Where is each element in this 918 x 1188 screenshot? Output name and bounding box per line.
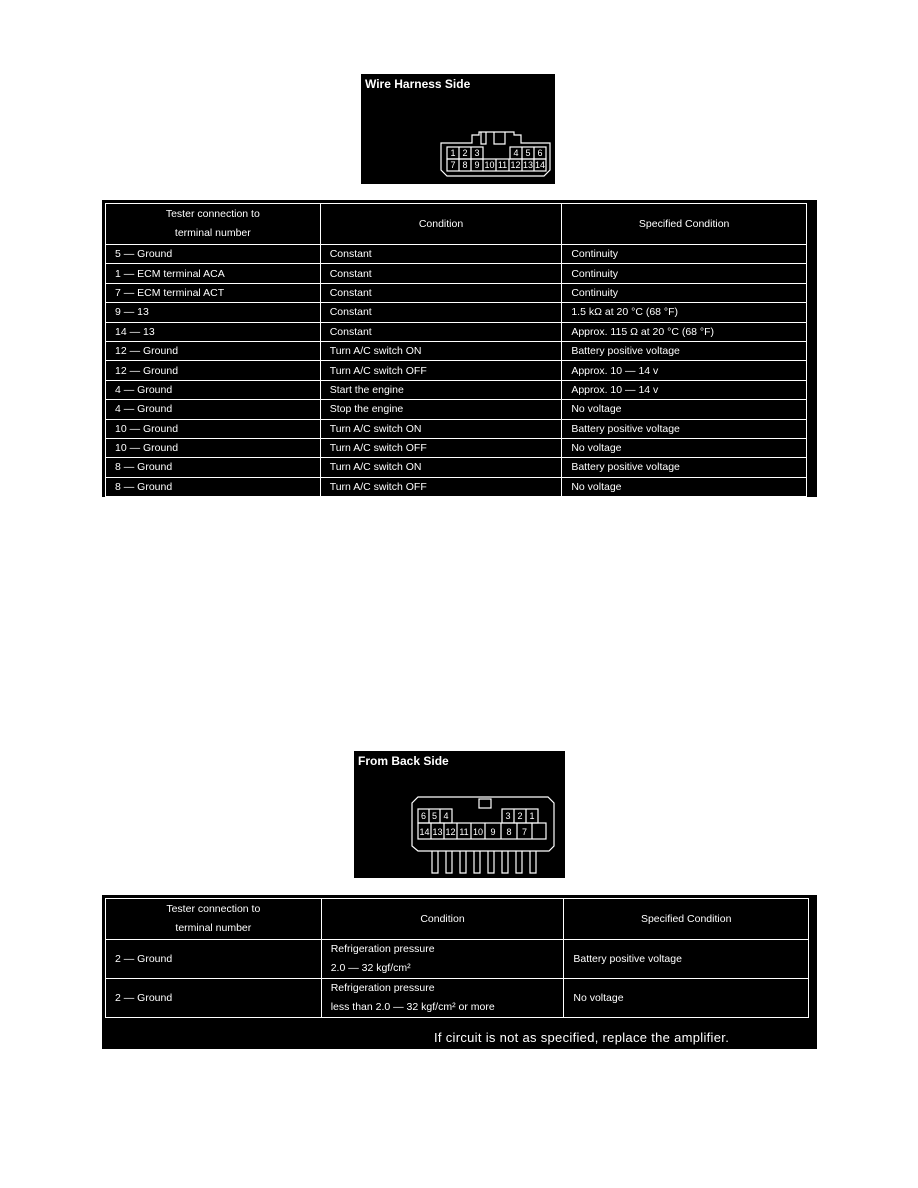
cell-condition: Turn A/C switch ON [320, 341, 562, 360]
pin-label: 5 [431, 811, 438, 821]
cell-connection: 4 — Ground [106, 400, 321, 419]
cell-condition: Constant [320, 264, 562, 283]
cell-specified: Continuity [562, 283, 807, 302]
table-row [106, 940, 809, 979]
cell-specified: Battery positive voltage [562, 419, 807, 438]
cell-condition: Turn A/C switch ON [320, 458, 562, 477]
cell-condition: Constant [320, 322, 562, 341]
cell-condition: Stop the engine [320, 400, 562, 419]
table-row [106, 979, 809, 1018]
cell-connection: 8 — Ground [106, 458, 321, 477]
pin-label: 9 [474, 160, 480, 170]
cell-condition: Turn A/C switch OFF [320, 477, 562, 496]
pin-label: 2 [462, 148, 468, 158]
cell-connection: 1 — ECM terminal ACA [106, 264, 321, 283]
cell-condition: Turn A/C switch ON [320, 419, 562, 438]
cell-specified: Approx. 10 — 14 v [562, 380, 807, 399]
pin-label: 8 [462, 160, 468, 170]
table-row [106, 458, 807, 477]
cell-specified: No voltage [562, 477, 807, 496]
pin-label: 8 [506, 827, 512, 837]
cell-connection: 14 — 13 [106, 322, 321, 341]
wire-harness-diagram [361, 74, 555, 184]
pin-label: 11 [497, 160, 508, 170]
cell-condition: Constant [320, 245, 562, 264]
cell-connection: 2 — Ground [106, 940, 322, 979]
table-row [106, 303, 807, 322]
pin-label: 12 [445, 827, 456, 837]
pin-label: 14 [419, 827, 430, 837]
cell-specified: Continuity [562, 245, 807, 264]
cell-connection: 2 — Ground [106, 979, 322, 1018]
table-row [106, 245, 807, 264]
table-row [106, 438, 807, 457]
pin-label: 9 [490, 827, 496, 837]
header-tester-connection: Tester connection to terminal number [106, 899, 322, 940]
cell-specified: No voltage [562, 438, 807, 457]
pin-label: 6 [537, 148, 543, 158]
cell-specified: Approx. 115 Ω at 20 °C (68 °F) [562, 322, 807, 341]
cell-condition: Constant [320, 283, 562, 302]
pin-label: 3 [505, 811, 511, 821]
cell-connection: 4 — Ground [106, 380, 321, 399]
table-row [106, 380, 807, 399]
table-row [106, 264, 807, 283]
cell-condition: Refrigeration pressure 2.0 — 32 kgf/cm² [321, 940, 564, 979]
cell-specified: Battery positive voltage [562, 458, 807, 477]
cell-specified: No voltage [564, 979, 809, 1018]
cell-condition: Start the engine [320, 380, 562, 399]
cell-specified: 1.5 kΩ at 20 °C (68 °F) [562, 303, 807, 322]
cell-specified: Battery positive voltage [562, 341, 807, 360]
pin-label: 6 [420, 811, 427, 821]
pin-label: 13 [522, 160, 534, 170]
diagram-title: From Back Side [358, 754, 449, 768]
pin-label: 10 [484, 160, 495, 170]
cell-specified: Continuity [562, 264, 807, 283]
table-row [106, 283, 807, 302]
header-specified-condition: Specified Condition [564, 899, 809, 940]
diagram-title: Wire Harness Side [365, 77, 471, 91]
pin-label: 7 [450, 160, 456, 170]
cell-connection: 10 — Ground [106, 438, 321, 457]
cell-condition: Refrigeration pressure less than 2.0 — 32 kgf/cm² or more [321, 979, 564, 1018]
header-tester-connection: Tester connection to terminal number [106, 204, 321, 245]
header-condition: Condition [321, 899, 564, 940]
cell-connection: 9 — 13 [106, 303, 321, 322]
pin-label: 10 [472, 827, 484, 837]
cell-connection: 12 — Ground [106, 361, 321, 380]
connector-icon [354, 751, 565, 878]
cell-specified: No voltage [562, 400, 807, 419]
table-row [106, 322, 807, 341]
header-condition: Condition [320, 204, 562, 245]
header-specified-condition: Specified Condition [562, 204, 807, 245]
cell-condition: Constant [320, 303, 562, 322]
pin-label: 3 [474, 148, 480, 158]
pin-label: 5 [525, 148, 531, 158]
cell-specified: Approx. 10 — 14 v [562, 361, 807, 380]
pin-label: 12 [510, 160, 521, 170]
cell-connection: 10 — Ground [106, 419, 321, 438]
cell-connection: 7 — ECM terminal ACT [106, 283, 321, 302]
table-row [106, 361, 807, 380]
pin-label: 1 [529, 811, 535, 821]
table-row [106, 419, 807, 438]
back-side-diagram [354, 751, 565, 878]
pin-label: 4 [513, 148, 519, 158]
cell-condition: Turn A/C switch OFF [320, 361, 562, 380]
cell-specified: Battery positive voltage [564, 940, 809, 979]
pin-label: 7 [521, 827, 528, 837]
connector-icon [361, 74, 555, 184]
pin-label: 14 [534, 160, 546, 170]
pin-label: 2 [517, 811, 523, 821]
spec-table-2 [102, 895, 817, 1049]
pin-label: 11 [459, 827, 469, 837]
table-row [106, 341, 807, 360]
cell-connection: 8 — Ground [106, 477, 321, 496]
pin-label: 1 [450, 148, 456, 158]
table-row [106, 477, 807, 496]
cell-connection: 5 — Ground [106, 245, 321, 264]
cell-connection: 12 — Ground [106, 341, 321, 360]
cell-condition: Turn A/C switch OFF [320, 438, 562, 457]
pin-label: 4 [443, 811, 449, 821]
spec-table-1 [102, 200, 817, 497]
footnote: If circuit is not as specified, replace the amplifier. [434, 1030, 730, 1045]
table-row [106, 400, 807, 419]
pin-label: 13 [432, 827, 443, 837]
